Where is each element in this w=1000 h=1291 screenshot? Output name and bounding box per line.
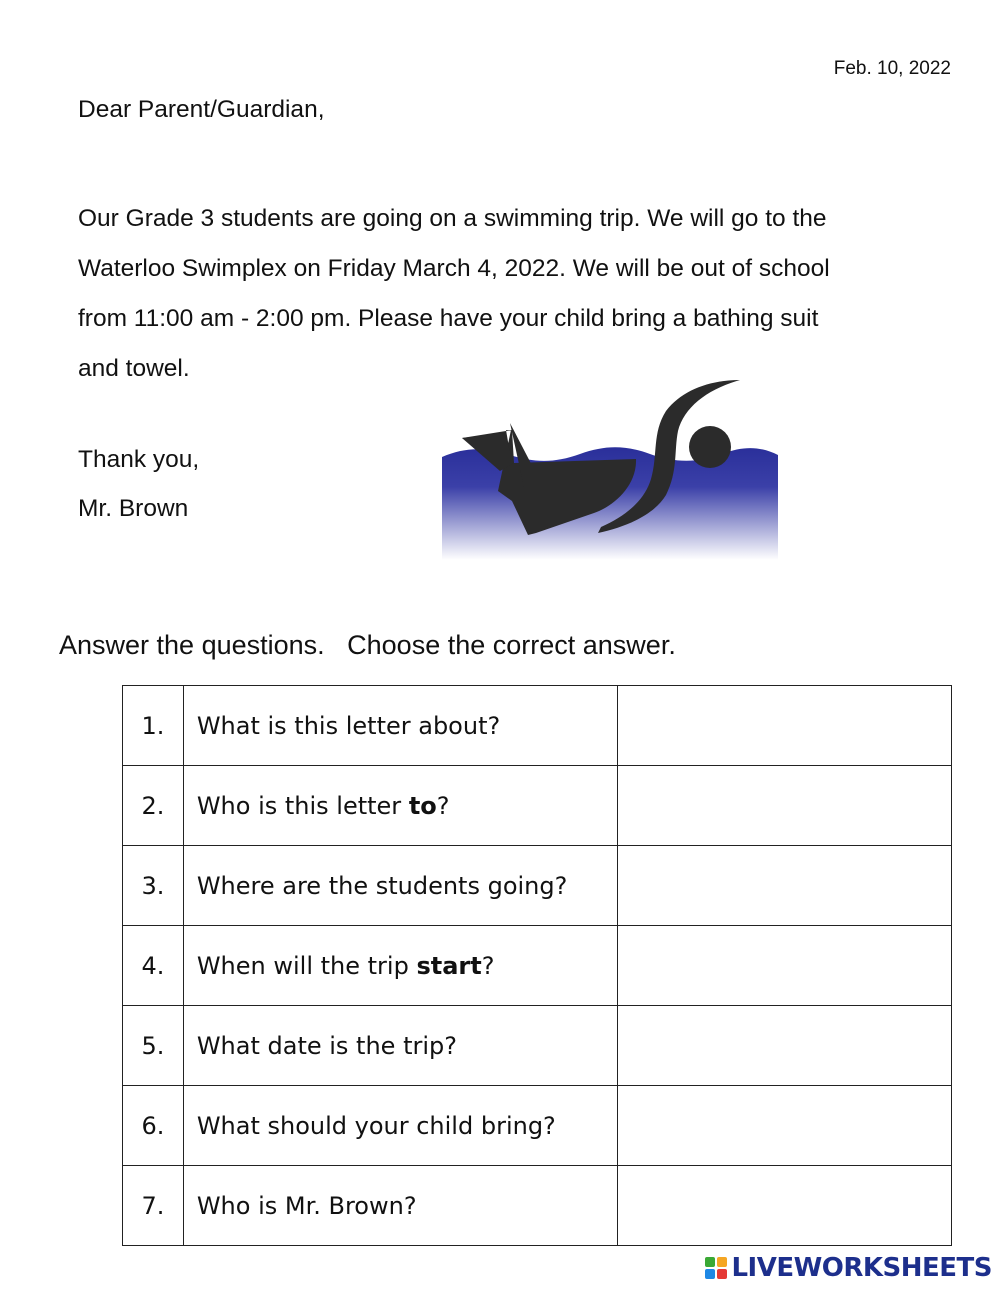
answer-field[interactable]: [617, 686, 951, 766]
question-text: [183, 686, 617, 766]
logo-mark-icon: [705, 1257, 727, 1279]
logo-mark-cell: [705, 1269, 715, 1279]
question-number: 6.: [123, 1086, 184, 1166]
table-row: [123, 1086, 952, 1166]
question-emphasis: to: [408, 791, 437, 820]
answer-field[interactable]: [617, 846, 951, 926]
question-number: 2.: [123, 766, 184, 846]
letter-date: Feb. 10, 2022: [833, 58, 951, 79]
question-number: 1.: [123, 686, 184, 766]
answer-field[interactable]: [617, 1006, 951, 1086]
letter-body-line: and towel.: [78, 355, 190, 382]
question-number: 7.: [123, 1166, 184, 1246]
letter-body: [78, 194, 958, 394]
question-text: [183, 766, 617, 846]
question-text: [183, 1166, 617, 1246]
answer-field[interactable]: [617, 1086, 951, 1166]
question-text-part: ?: [436, 791, 450, 820]
logo-text: LIVEWORKSHEETS: [731, 1253, 992, 1283]
letter-body-line: Waterloo Swimplex on Friday March 4, 2022. We will be out of school: [78, 255, 830, 282]
question-number: 5.: [123, 1006, 184, 1086]
letter-body-line: from 11:00 am - 2:00 pm. Please have your child bring a bathing suit: [78, 305, 819, 332]
question-text-part: What date is the trip?: [196, 1031, 457, 1060]
question-text: [183, 926, 617, 1006]
liveworksheets-logo: [705, 1253, 992, 1283]
logo-mark-cell: [717, 1257, 727, 1267]
question-text: [183, 846, 617, 926]
logo-mark-cell: [705, 1257, 715, 1267]
question-number: 3.: [123, 846, 184, 926]
answer-field[interactable]: [617, 1166, 951, 1246]
logo-mark-cell: [717, 1269, 727, 1279]
closing: Thank you,: [78, 446, 200, 473]
instructions: Answer the questions. Choose the correct answer.: [59, 630, 676, 660]
question-text-part: What should your child bring?: [196, 1111, 556, 1140]
answer-field[interactable]: [617, 926, 951, 1006]
question-text: [183, 1086, 617, 1166]
question-text-part: Who is this letter: [196, 791, 409, 820]
answer-field[interactable]: [617, 766, 951, 846]
table-row: [123, 926, 952, 1006]
table-row: [123, 686, 952, 766]
question-text-part: What is this letter about?: [196, 711, 501, 740]
question-text-part: ?: [481, 951, 495, 980]
question-text-part: Who is Mr. Brown?: [196, 1191, 417, 1220]
question-emphasis: start: [416, 951, 482, 980]
table-row: [123, 1006, 952, 1086]
signature: Mr. Brown: [78, 495, 189, 522]
question-text-part: Where are the students going?: [196, 871, 568, 900]
question-number: 4.: [123, 926, 184, 1006]
letter-body-line: Our Grade 3 students are going on a swimming trip. We will go to the: [78, 205, 827, 232]
salutation: Dear Parent/Guardian,: [78, 96, 325, 123]
table-row: [123, 846, 952, 926]
table-row: [123, 766, 952, 846]
question-text-part: When will the trip: [196, 951, 417, 980]
question-text: [183, 1006, 617, 1086]
swimmer-icon: [440, 375, 780, 560]
question-table: [122, 685, 952, 1246]
table-row: [123, 1166, 952, 1246]
